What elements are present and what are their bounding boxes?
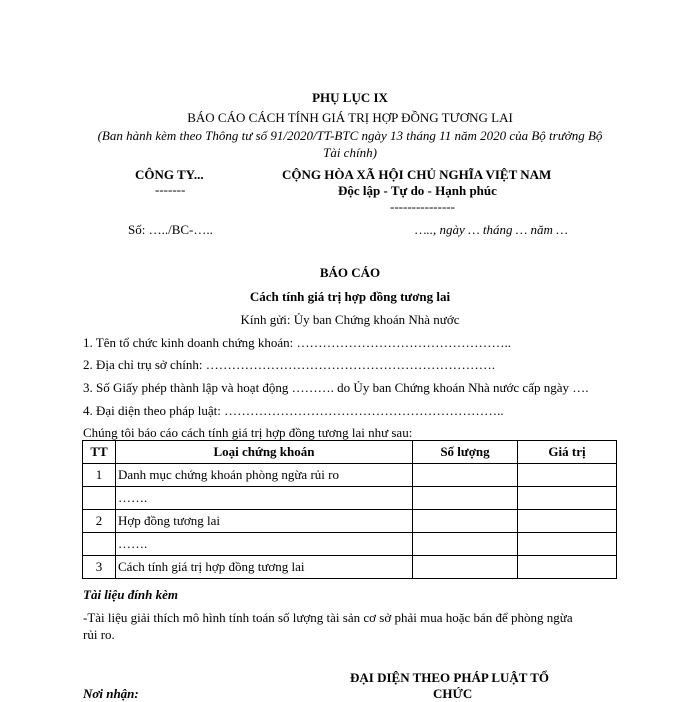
header-security-type: Loại chứng khoán [116,441,413,464]
cell-value [518,533,617,556]
header-tt: TT [83,441,116,464]
issued-note-line2: Tài chính) [323,145,377,160]
cell-tt: 3 [83,556,116,579]
report-heading: BÁO CÁO [319,265,381,280]
header-quantity: Số lượng [413,441,518,464]
cell-quantity [413,510,518,533]
attachments-label: Tài liệu đính kèm [83,587,178,602]
company-name: CÔNG TY... [135,167,204,182]
cell-security-type: ……. [116,533,413,556]
cell-quantity [413,556,518,579]
table-intro: Chúng tôi báo cáo cách tính giá trị hợp đồng tương lai như sau: [83,425,413,440]
attachment-item-line1: -Tài liệu giải thích mô hình tính toán số lượng tài sản cơ sở phải mua hoặc bán để phòng ngừa [83,610,573,625]
cell-tt [83,487,116,510]
header-value: Giá trị [518,441,617,464]
cell-tt: 1 [83,464,116,487]
motto-divider: --------------- [390,199,455,214]
field-organization-name: 1. Tên tổ chức kinh doanh chứng khoán: ………………………………………….. [83,335,512,350]
appendix-label: PHỤ LỤC IX [312,90,388,105]
field-license: 3. Số Giấy phép thành lập và hoạt động ………. do Ủy ban Chứng khoán Nhà nước cấp ngày …. [83,380,589,395]
field-legal-representative: 4. Đại diện theo pháp luật: ……………………………………………………….. [83,403,504,418]
cell-tt: 2 [83,510,116,533]
issued-note-line1: (Ban hành kèm theo Thông tư số 91/2020/TT-BTC ngày 13 tháng 11 năm 2020 của Bộ trưởng Bộ [97,128,603,143]
valuation-table [82,440,617,579]
cell-value [518,464,617,487]
document-number: Số: …../BC-….. [128,222,213,237]
company-divider: ------- [155,182,186,197]
field-head-office: 2. Địa chỉ trụ sở chính: …………………………………………………………. [83,357,496,372]
report-subheading: Cách tính giá trị hợp đồng tương lai [249,289,451,304]
document-title: BÁO CÁO CÁCH TÍNH GIÁ TRỊ HỢP ĐỒNG TƯƠNG LAI [187,110,513,125]
cell-value [518,510,617,533]
report-recipient: Kính gửi: Ủy ban Chứng khoán Nhà nước [240,312,460,327]
cell-quantity [413,533,518,556]
cell-tt [83,533,116,556]
date-line: ….., ngày … tháng … năm … [415,222,568,237]
attachment-item-line2: rủi ro. [83,627,115,642]
cell-quantity [413,487,518,510]
table-row [83,510,617,533]
cell-value [518,487,617,510]
cell-security-type: Cách tính giá trị hợp đồng tương lai [116,556,413,579]
table-header-row [83,441,617,464]
signer-title-line2: CHỨC [433,686,473,701]
table-row [83,556,617,579]
cell-security-type: Danh mục chứng khoán phòng ngừa rủi ro [116,464,413,487]
national-motto: Độc lập - Tự do - Hạnh phúc [338,183,497,198]
cell-security-type: ……. [116,487,413,510]
cell-value [518,556,617,579]
cell-security-type: Hợp đồng tương lai [116,510,413,533]
recipients-label: Nơi nhận: [83,686,139,701]
table-row [83,533,617,556]
table-row [83,464,617,487]
table-row [83,487,617,510]
nation-name: CỘNG HÒA XÃ HỘI CHỦ NGHĨA VIỆT NAM [282,167,552,182]
signer-title-line1: ĐẠI DIỆN THEO PHÁP LUẬT TỔ [350,670,550,685]
cell-quantity [413,464,518,487]
